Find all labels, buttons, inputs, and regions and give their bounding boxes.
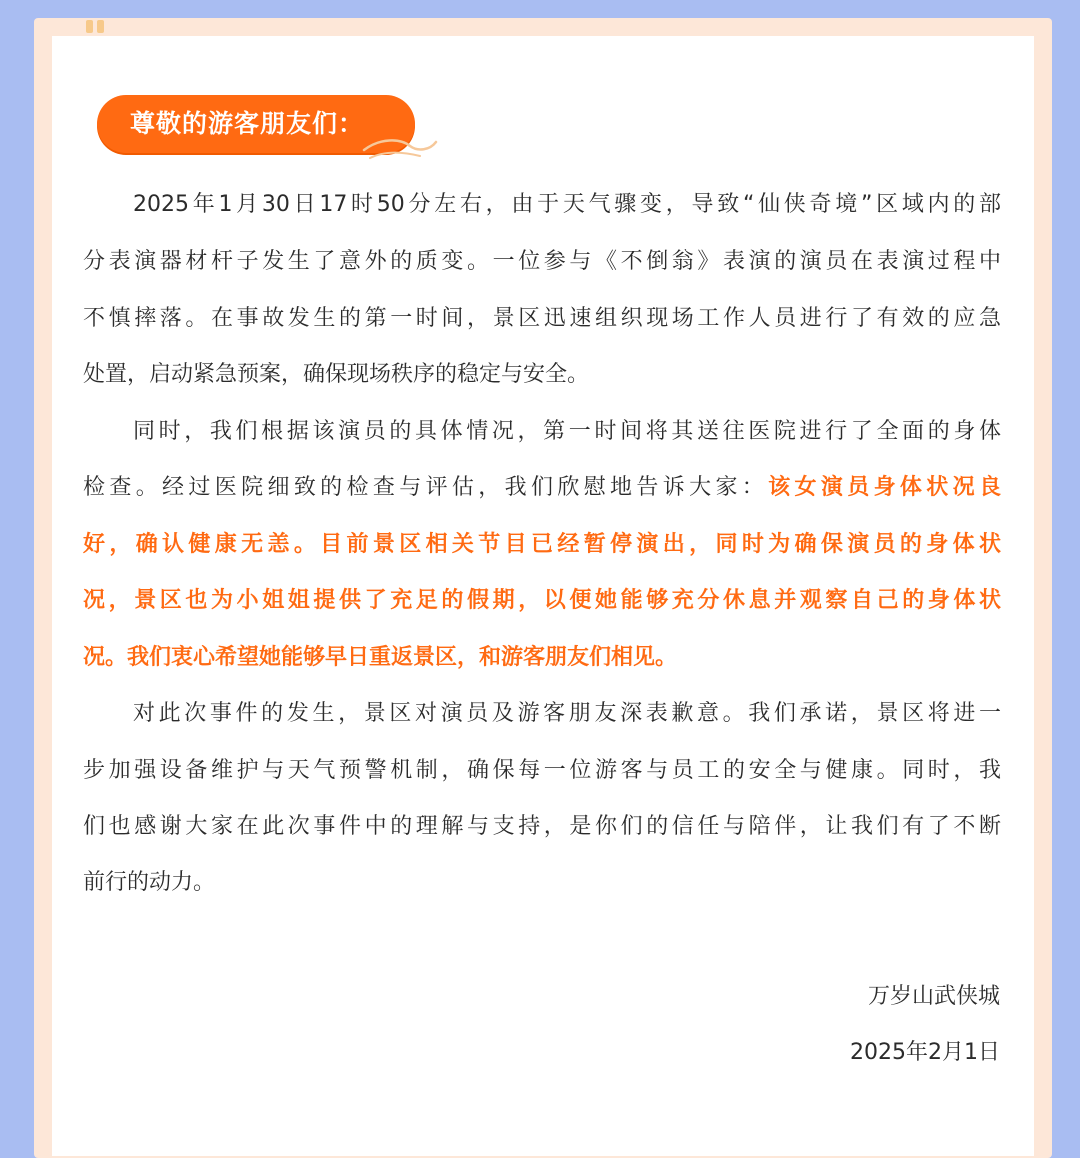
quote-mark-icon <box>84 18 116 38</box>
paragraph-line: 不慎摔落。在事故发生的第一时间，景区迅速组织现场工作人员进行了有效的应急 <box>83 306 1001 331</box>
heading-text: 尊敬的游客朋友们： <box>130 109 365 138</box>
paragraph-line: 分表演器材杆子发生了意外的质变。一位参与《不倒翁》表演的演员在表演过程中 <box>83 249 1001 274</box>
highlighted-line: 好，确认健康无恙。目前景区相关节目已经暂停演出，同时为确保演员的身体状 <box>83 532 1001 557</box>
highlighted-text: 该女演员身体状况良 <box>768 475 1001 500</box>
paragraph-line: 2025年1月30日17时50分左右，由于天气骤变，导致“仙侠奇境”区域内的部 <box>133 192 1001 217</box>
paragraph-line: 步加强设备维护与天气预警机制，确保每一位游客与员工的安全与健康。同时，我 <box>83 758 1001 783</box>
paragraph-line: 前行的动力。 <box>83 870 216 895</box>
signature: 万岁山武侠城 <box>867 984 1000 1009</box>
paragraph-line: 对此次事件的发生，景区对演员及游客朋友深表歉意。我们承诺，景区将进一 <box>133 701 1001 726</box>
highlighted-line: 况，景区也为小姐姐提供了充足的假期，以便她能够充分休息并观察自己的身体状 <box>83 588 1001 613</box>
swirl-decoration-icon <box>360 128 440 164</box>
highlighted-line: 况。我们衷心希望她能够早日重返景区，和游客朋友们相见。 <box>83 645 678 670</box>
paragraph-line: 同时，我们根据该演员的具体情况，第一时间将其送往医院进行了全面的身体 <box>133 419 1001 444</box>
date: 2025年2月1日 <box>850 1040 1000 1065</box>
paragraph-line: 处置，启动紧急预案，确保现场秩序的稳定与安全。 <box>83 362 590 387</box>
paragraph-line: 们也感谢大家在此次事件中的理解与支持，是你们的信任与陪伴，让我们有了不断 <box>83 814 1001 839</box>
paragraph-text: 检查。经过医院细致的检查与评估，我们欣慰地告诉大家： <box>83 475 769 500</box>
paragraph-line <box>83 468 1001 508</box>
